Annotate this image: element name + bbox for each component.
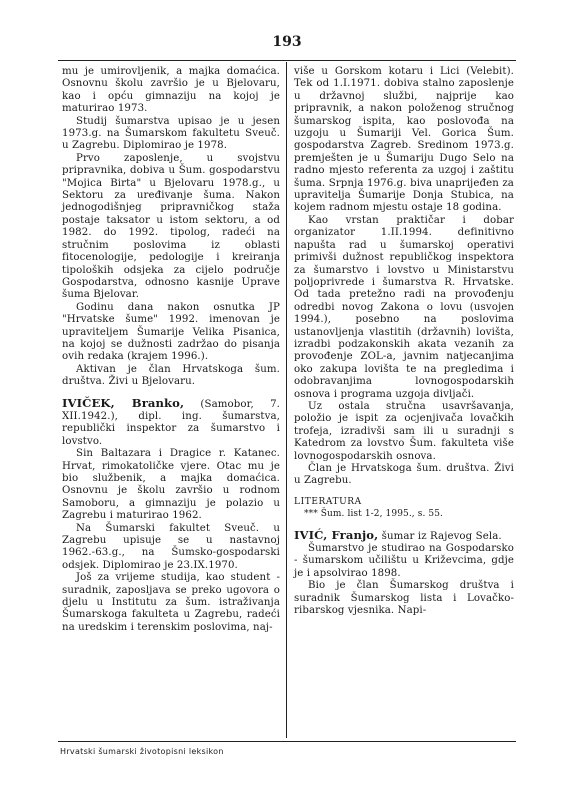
literature-heading: LITERATURA: [294, 496, 362, 507]
literature-item: *** Šum. list 1-2, 1995., s. 55.: [304, 509, 443, 520]
paragraph: Na Šumarski fakultet Sveuč. u Zagrebu upisuje se u nastavnoj 1962.-63.g., na Šumsko-gospodarski odsjek. Diplomirao je 23.IX.1970.: [62, 522, 280, 571]
left-column: [62, 66, 280, 634]
paragraph: Studij šumarstva upisao je u jesen 1973.g. na Šumarskom fakultetu Sveuč. u Zagrebu. Diplomirao je 1978.: [62, 115, 280, 152]
entry-heading: [294, 529, 514, 543]
entry-heading: [62, 397, 280, 449]
paragraph: Kao vrstan praktičar i dobar organizator 1.II.1994. definitivno napušta rad u šumarskoj operativi primivši dužnost republičkog inspektora za šumarstvo i lovstvo u Ministarstvu poljoprivrede i šumarstva R. Hrvatske. Od tada pretežno radi na provođenju odredbi novog Zakona o lovu (usvojen 1994.), posebno na poslovima ustanovljenja vlastitih (državnih) lovišta, izradbi podzakonskih akata vezanih za provođenje ZOL-a, javnim natjecanjima oko zakupa lovišta te na pregledima i odobravanjima lovnogospodarskih osnova i programa uzgoja divljači.: [294, 214, 514, 400]
paragraph: Aktivan je član Hrvatskoga šum. društva. Živi u Bjelovaru.: [62, 363, 280, 388]
paragraph: Još za vrijeme studija, kao student - suradnik, zaposljava se preko ugovora o djelu u Institutu za šum. istraživanja Šumarskoga fakulteta u Zagrebu, radeći na uredskim i terenskim poslovima, naj-: [62, 572, 280, 633]
paragraph: mu je umirovljenik, a majka domaćica. Osnovnu školu završio je u Bjelovaru, kao i opću gimnaziju na kojoj je maturirao 1973.: [62, 66, 280, 115]
footer-text: Hrvatski šumarski životopisni leksikon: [60, 747, 224, 756]
column-divider: [286, 62, 287, 738]
right-column: [294, 66, 514, 617]
entry-name: IVIĆ, Franjo,: [294, 527, 379, 542]
paragraph: Godinu dana nakon osnutka JP "Hrvatske šume" 1992. imenovan je upraviteljem Šumarije Velika Pisanica, na kojoj se dužnosti zadržao do pisanja ovih redaka (krajem 1996.).: [62, 301, 280, 363]
paragraph: Član je Hrvatskoga šum. društva. Živi u Zagrebu.: [294, 463, 514, 487]
page-number: 193: [272, 34, 302, 50]
paragraph: Prvo zaposlenje, u svojstvu pripravnika, dobiva u Šum. gospodarstvu "Mojica Birta" u Bjelovaru 1978.g., u Sektoru za uređivanje šuma. Nakon jednogodišnjeg pripravničkog staža postaje taksator u istom sektoru, a od 1982. do 1992. tipolog, radeći na stručnim poslovima iz oblasti fitocenologije, pedologije i kreiranja tipoloških odsjeka za cijelo područje Gospodarstva, odnosno kasnije Uprave šuma Bjelovar.: [62, 152, 280, 301]
paragraph: Bio je član Šumarskog društva i suradnik Šumarskog lista i Lovačko-ribarskog vjesnika. Napi-: [294, 580, 514, 617]
entry-name: IVIČEK, Branko,: [62, 395, 185, 410]
paragraph: više u Gorskom kotaru i Lici (Velebit). Tek od 1.I.1971. dobiva stalno zaposlenje u državnoj službi, najprije kao pripravnik, a nakon položenog stručnog šumarskog ispita, kao poslovođa na uzgoju u Šumariji Vel. Gorica Šum. gospodarstva Zagreb. Sredinom 1973.g. premješten je u Šumariju Dugo Selo na radno mjesto referenta za uzgoj i zaštitu šuma. Srpnja 1976.g. biva unaprijeđen za upravitelja Šumarije Donja Stubica, na kojem radnom mjestu ostaje 18 godina.: [294, 66, 514, 214]
footer-rule: [58, 741, 516, 742]
entry-summary: šumar iz Rajevog Sela.: [378, 530, 502, 542]
header-rule: [58, 60, 516, 61]
paragraph: Uz ostala stručna usavršavanja, položio je ispit za ocjenjivača lovačkih trofeja, izradivši sam ili u suradnji s Katedrom za lovstvo Šum. fakulteta više lovnogospodarskih osnova.: [294, 400, 514, 462]
paragraph: Šumarstvo je studirao na Gospodarsko - šumarskom učilištu u Križevcima, gdje je i apsolvirao 1898.: [294, 543, 514, 579]
entry-summary: (Samobor, 7. XII.1942.), dipl. ing. šumarstva, republički inspektor za šumarstvo i lovstvo.: [62, 398, 280, 447]
paragraph: Sin Baltazara i Dragice r. Katanec. Hrvat, rimokatoličke vjere. Otac mu je bio službenik, a majka domaćica. Osnovnu je školu završio u rodnom Samoboru, a gimnaziju je polazio u Zagrebu i maturirao 1962.: [62, 448, 280, 522]
